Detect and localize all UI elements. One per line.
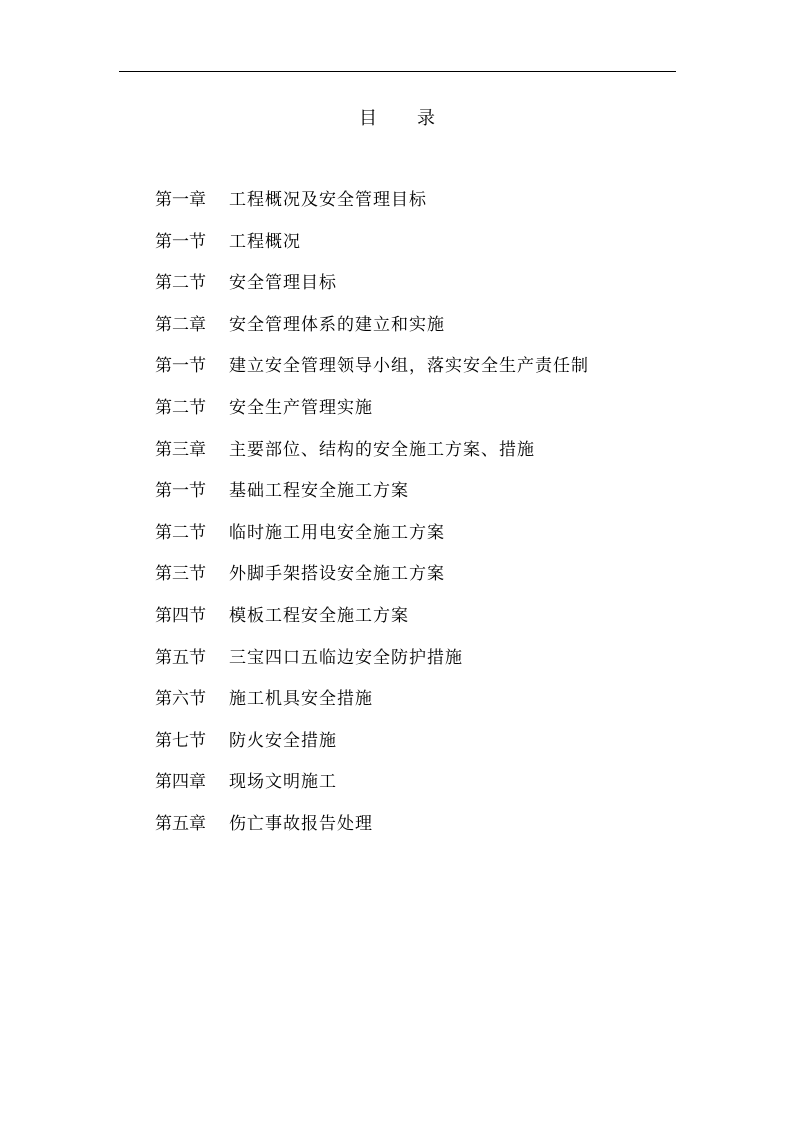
toc-entry[interactable] [155, 436, 589, 478]
toc-entry-label: 第一节 [155, 481, 206, 502]
toc-entry-text: 工程概况 [229, 231, 301, 252]
toc-entry-text: 工程概况及安全管理目标 [229, 190, 427, 210]
toc-entry[interactable] [155, 644, 589, 686]
toc-entry-label: 第二节 [155, 273, 206, 294]
toc-entry-label: 第二节 [155, 397, 206, 418]
toc-entry-label: 第一节 [155, 231, 206, 252]
toc-entry-label: 第一章 [155, 190, 206, 210]
toc-entry[interactable] [155, 228, 589, 270]
toc-entry-text: 外脚手架搭设安全施工方案 [229, 564, 445, 585]
toc-entry-label: 第二章 [155, 314, 206, 335]
toc-entry[interactable] [155, 602, 589, 644]
toc-entry-text: 防火安全措施 [229, 730, 337, 751]
toc-entry[interactable] [155, 311, 589, 353]
toc-entry-text: 安全管理目标 [229, 273, 337, 294]
toc-title-char-2: 录 [417, 108, 435, 129]
toc-entry-text: 主要部位、结构的安全施工方案、措施 [229, 439, 535, 460]
toc-entry[interactable] [155, 519, 589, 561]
toc-entry[interactable] [155, 727, 589, 769]
toc-title-char-1: 目 [359, 108, 377, 129]
toc-entry-text: 施工机具安全措施 [229, 689, 373, 710]
toc-entry-text: 临时施工用电安全施工方案 [229, 522, 445, 543]
toc-entry-text: 安全管理体系的建立和实施 [229, 314, 445, 335]
toc-entry[interactable] [155, 394, 589, 436]
toc-entry[interactable] [155, 768, 589, 810]
toc-entry-text: 模板工程安全施工方案 [229, 605, 409, 626]
toc-entry-label: 第三节 [155, 564, 206, 585]
toc-entry-text: 安全生产管理实施 [229, 397, 373, 418]
toc-entry[interactable] [155, 186, 589, 228]
toc-entry[interactable] [155, 269, 589, 311]
toc-entry-text: 三宝四口五临边安全防护措施 [229, 647, 463, 668]
toc-entry[interactable] [155, 352, 589, 394]
toc-entry-text: 伤亡事故报告处理 [229, 813, 373, 834]
toc-entry-label: 第六节 [155, 689, 206, 710]
toc-entry-text: 建立安全管理领导小组，落实安全生产责任制 [229, 356, 589, 377]
header-rule [119, 71, 676, 72]
toc-entry-text: 基础工程安全施工方案 [229, 481, 409, 502]
toc-entry-label: 第二节 [155, 522, 206, 543]
toc-entry-text: 现场文明施工 [229, 772, 337, 793]
toc-entry-label: 第三章 [155, 439, 206, 460]
toc-entry-label: 第七节 [155, 730, 206, 751]
toc-entry-label: 第五节 [155, 647, 206, 668]
toc-list [155, 186, 589, 852]
toc-entry-label: 第四节 [155, 605, 206, 626]
toc-entry-label: 第四章 [155, 772, 206, 793]
toc-entry[interactable] [155, 685, 589, 727]
toc-title [0, 107, 794, 131]
toc-entry-label: 第一节 [155, 356, 206, 377]
toc-entry-label: 第五章 [155, 813, 206, 834]
toc-entry[interactable] [155, 560, 589, 602]
toc-entry[interactable] [155, 477, 589, 519]
toc-entry[interactable] [155, 810, 589, 852]
